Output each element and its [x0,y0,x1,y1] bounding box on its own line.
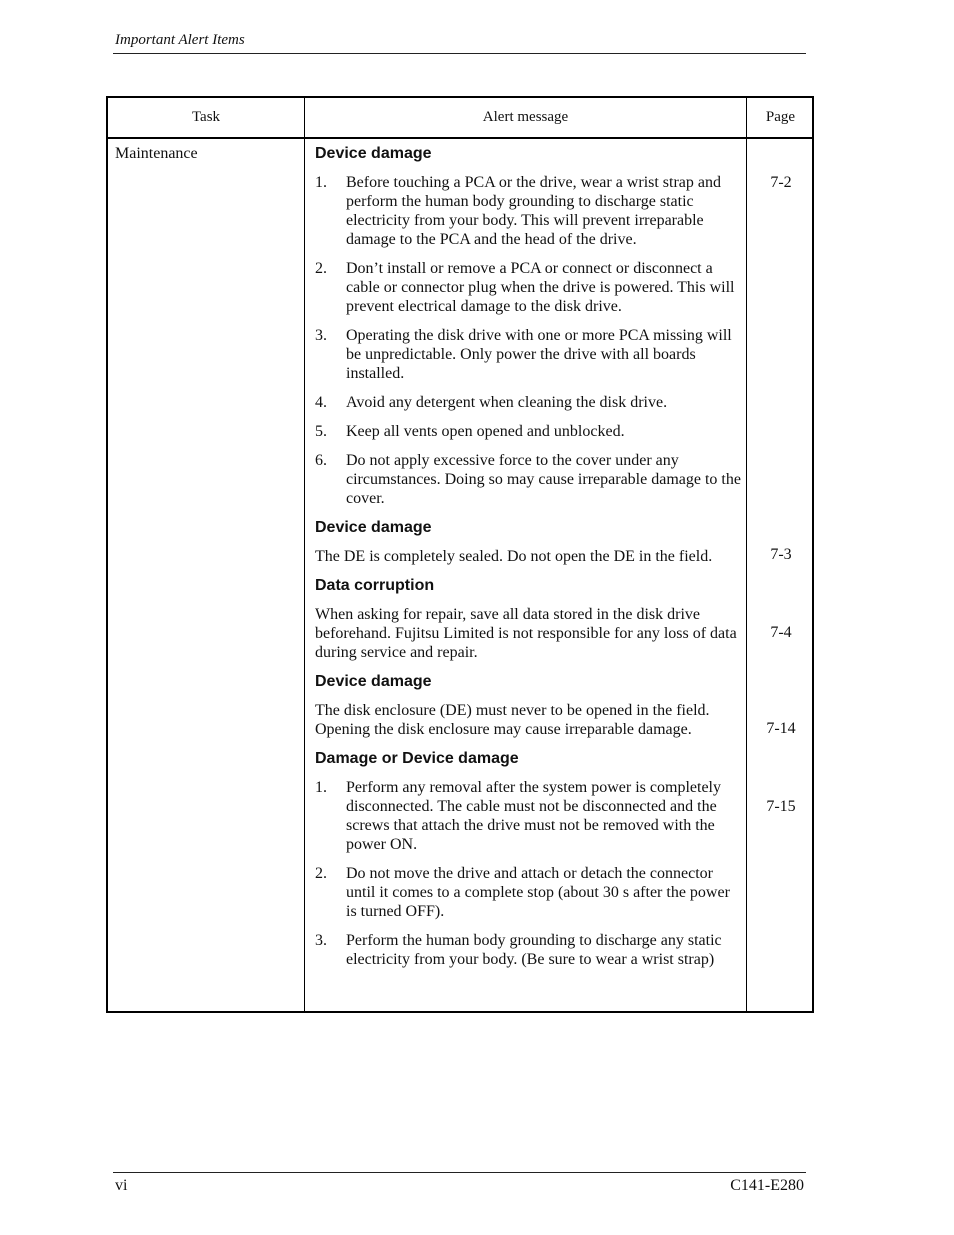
column-divider [304,98,305,1011]
section-title: Device damage [315,519,432,536]
page-ref: 7-14 [766,720,796,737]
page-header [113,30,806,54]
alert-table [106,96,814,1013]
section-text: The DE is completely sealed. Do not open the DE in the field. [315,548,713,565]
section-title: Device damage [315,673,432,690]
page-ref: 7-15 [766,798,796,815]
list-item: 2. Don’t install or remove a PCA or connect or disconnect a cable or connector plug when the drive is powered. This will prevent electrical damage to the disk drive. [315,260,735,315]
page-ref: 7-2 [770,174,792,191]
header-rule [108,137,812,139]
task-cell: Maintenance [115,145,198,162]
list-item: 3. Operating the disk drive with one or more PCA missing will be unpredictable. Only power the drive with all boards installed. [315,327,732,382]
section-title: Device damage [315,145,432,162]
list-item: 5. Keep all vents open opened and unblocked. [315,423,625,440]
page-ref: 7-3 [770,546,792,563]
section-title: Data corruption [315,577,435,594]
list-item: 4. Avoid any detergent when cleaning the disk drive. [315,394,668,411]
header-title: Important Alert Items [115,32,245,48]
list-item: 2. Do not move the drive and attach or detach the connector until it comes to a complete stop (about 30 s after the power is turned OFF). [315,865,730,920]
list-item: 1. Before touching a PCA or the drive, wear a wrist strap and perform the human body grounding to discharge static electricity from your body. This will prevent irreparable damage to the PCA and the head of the drive. [315,174,722,248]
column-header-page: Page [765,109,796,125]
page-footer [113,1172,806,1194]
page-ref: 7-4 [770,624,792,641]
column-header-task: Task [191,109,221,125]
section-title: Damage or Device damage [315,750,519,767]
document-code: C141-E280 [730,1177,804,1194]
list-item: 1. Perform any removal after the system power is completely disconnected. The cable must not be disconnected and the screws that attach the drive must not be removed with the power ON. [315,779,721,853]
alert-message-cell [315,144,743,979]
column-divider [746,98,747,1011]
page-number: vi [115,1177,128,1194]
section-text: The disk enclosure (DE) must never to be opened in the field. Opening the disk enclosure may cause irreparable damage. [315,702,710,738]
section-text: When asking for repair, save all data stored in the disk drive beforehand. Fujitsu Limited is not responsible for any loss of data during service and repair. [315,606,737,661]
list-item: 3. Perform the human body grounding to discharge any static electricity from your body. (Be sure to wear a wrist strap) [315,932,722,968]
column-header-alert-message: Alert message [482,109,569,125]
list-item: 6. Do not apply excessive force to the cover under any circumstances. Doing so may cause irreparable damage to the cover. [315,452,741,507]
